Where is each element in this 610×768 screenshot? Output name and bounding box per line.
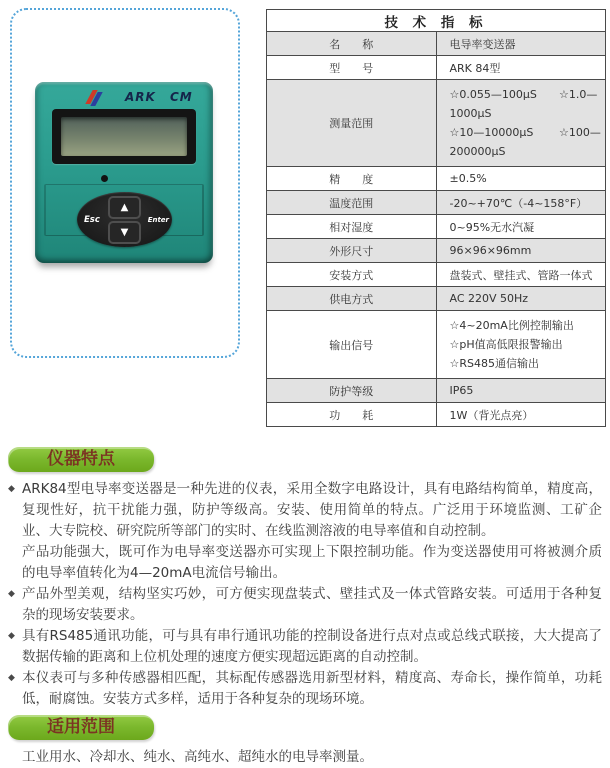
- row-value: ±0.5%: [436, 167, 606, 191]
- row-label: 相对湿度: [267, 215, 437, 239]
- row-value: IP65: [436, 379, 606, 403]
- table-row: [267, 403, 606, 427]
- feature-item: [8, 668, 602, 710]
- product-photo-frame: [10, 8, 240, 358]
- table-row: [267, 215, 606, 239]
- diamond-bullet-icon: ◆: [8, 484, 15, 494]
- feature-text: 具有RS485通讯功能，可与具有串行通讯功能的控制设备进行点对点或总线式联接，大大提高了数据传输的距离和上位机处理的速度方便实现超远距离的自动控制。: [22, 628, 602, 665]
- diamond-bullet-icon: ◆: [8, 673, 15, 683]
- esc-button: Esc: [84, 215, 100, 225]
- row-label: 输出信号: [267, 311, 437, 379]
- row-label: 供电方式: [267, 287, 437, 311]
- table-row: [267, 80, 606, 167]
- feature-item: [8, 626, 602, 668]
- range-value: ☆10—10000μS: [449, 126, 534, 139]
- up-arrow-icon: ▲: [120, 202, 129, 213]
- feature-text: 产品功能强大，既可作为电导率变送器亦可实现上下限控制功能。作为变送器使用可将被测介质的电导率值转化为4—20mA电流信号输出。: [22, 544, 602, 581]
- row-value: 0~95%无水汽凝: [436, 215, 606, 239]
- table-row: [267, 32, 606, 56]
- features-list: [0, 472, 610, 710]
- row-value: 1W（背光点亮）: [436, 403, 606, 427]
- feature-text: 产品外型美观，结构坚实巧妙，可方便实现盘装式、壁挂式及一体式管路安装。可适用于各种复杂的现场安装要求。: [22, 586, 602, 623]
- down-arrow-icon: ▼: [120, 227, 129, 238]
- enter-button: Enter: [147, 216, 169, 224]
- row-value: 96×96×96mm: [436, 239, 606, 263]
- device-model-text: ARK CM: [125, 90, 193, 104]
- table-row: [267, 167, 606, 191]
- lcd-display: [52, 109, 196, 164]
- feature-item: [8, 479, 602, 584]
- row-value: [436, 311, 606, 379]
- feature-text: ARK84型电导率变送器是一种先进的仪表，采用全数字电路设计，具有电路结构简单，精度高，复现性好，抗干扰能力强，防护等级高。安装、使用简单的特点。广泛用于环境监测、工矿企业、大专院校、研究院所等部门的实时、在线监测溶液的电导率值和自动控制。: [22, 481, 602, 539]
- output-line: ☆RS485通信输出: [449, 357, 539, 370]
- row-label: 功 耗: [267, 403, 437, 427]
- row-value: [436, 80, 606, 167]
- table-row: [267, 191, 606, 215]
- scope-text: 工业用水、冷却水、纯水、高纯水、超纯水的电导率测量。: [22, 749, 373, 765]
- row-value: ARK 84型: [436, 56, 606, 80]
- table-row: [267, 239, 606, 263]
- row-value: -20~+70℃（-4~158°F）: [436, 191, 606, 215]
- section-header-features: 仪器特点: [8, 447, 154, 472]
- diamond-bullet-icon: ◆: [8, 589, 15, 599]
- up-arrow-button: [108, 196, 141, 219]
- device-keypad: [77, 192, 172, 247]
- table-title-row: [267, 10, 606, 32]
- device-header: [35, 89, 213, 107]
- spec-table-title: 技 术 指 标: [267, 10, 606, 32]
- row-label: 安装方式: [267, 263, 437, 287]
- brand-slash-logo-icon: [85, 90, 101, 105]
- device-front-panel: [35, 82, 213, 263]
- down-arrow-button: [108, 221, 141, 244]
- feature-item: [8, 584, 602, 626]
- row-value: 电导率变送器: [436, 32, 606, 56]
- row-label: 测量范围: [267, 80, 437, 167]
- table-row: [267, 287, 606, 311]
- row-label: 防护等级: [267, 379, 437, 403]
- row-value: 盘装式、壁挂式、管路一体式: [436, 263, 606, 287]
- range-value: ☆100—200000μS: [449, 126, 601, 158]
- range-value: ☆1.0—1000μS: [449, 88, 598, 120]
- indicator-dot: [101, 175, 108, 182]
- spec-table: [266, 9, 606, 427]
- row-label: 精 度: [267, 167, 437, 191]
- row-label: 型 号: [267, 56, 437, 80]
- row-label: 名 称: [267, 32, 437, 56]
- row-label: 外形尺寸: [267, 239, 437, 263]
- range-value: ☆0.055—100μS: [449, 88, 537, 101]
- lcd-screen: [61, 117, 187, 156]
- output-line: ☆4~20mA比例控制输出 ☆pH值高低限报警输出: [449, 319, 585, 351]
- table-row: [267, 311, 606, 379]
- section-header-scope: 适用范围: [8, 715, 154, 740]
- table-row: [267, 379, 606, 403]
- row-label: 温度范围: [267, 191, 437, 215]
- table-row: [267, 56, 606, 80]
- row-value: AC 220V 50Hz: [436, 287, 606, 311]
- feature-text: 本仪表可与多种传感器相匹配，其标配传感器选用新型材料，精度高、寿命长，操作简单，功耗低，耐腐蚀。安装方式多样，适用于各种复杂的现场环境。: [22, 670, 602, 707]
- diamond-bullet-icon: ◆: [8, 631, 15, 641]
- table-row: [267, 263, 606, 287]
